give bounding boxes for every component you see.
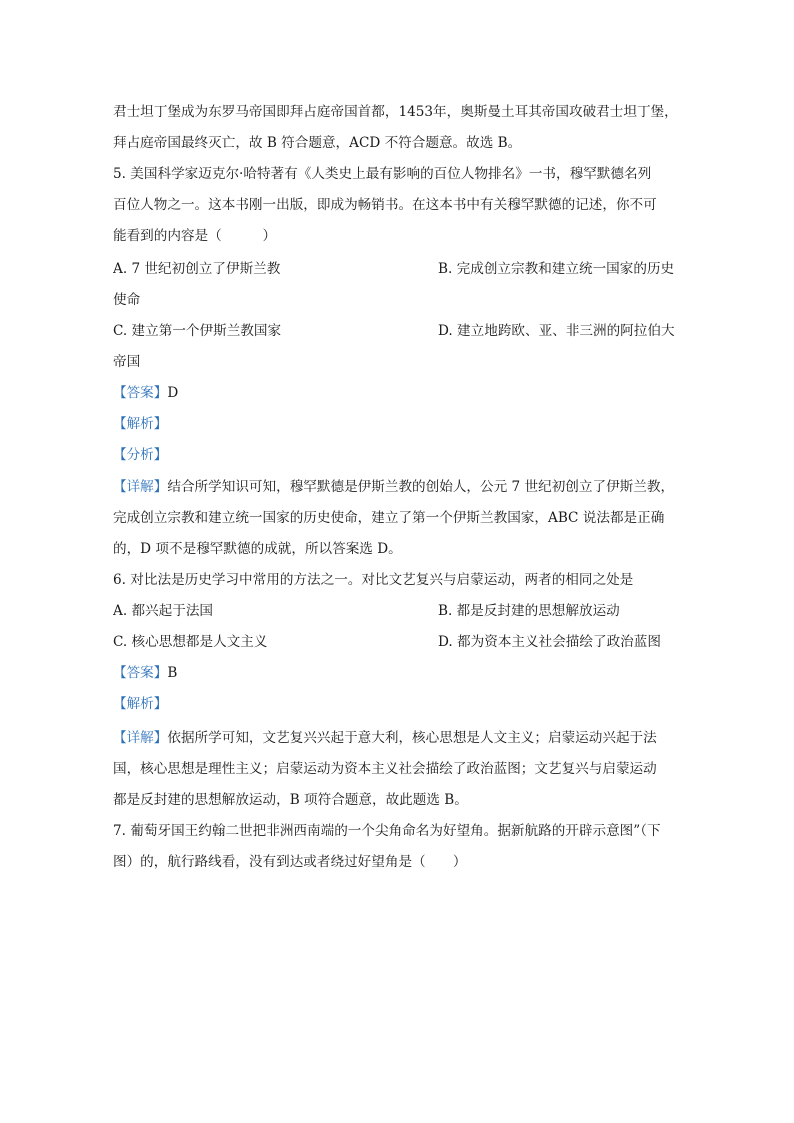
q5-stem-line-1: 5. 美国科学家迈克尔·哈特著有《人类史上最有影响的百位人物排名》一书，穆罕默德名列 [113,166,652,182]
q5-option-a: A. 7 世纪初创立了伊斯兰教 [113,261,281,277]
q5-stem-line-3: 能看到的内容是（ ） [113,228,277,244]
detail-text: 依据所学可知，文艺复兴兴起于意大利，核心思想是人文主义；启蒙运动兴起于法 [167,730,657,746]
q5-option-b-cont: 使命 [113,292,141,308]
q5-analysis-tag: 【解析】 [113,416,168,432]
q5-detail-line-3: 的，D 项不是穆罕默德的成就，所以答案选 D。 [113,541,402,557]
detail-text: 结合所学知识可知，穆罕默德是伊斯兰教的创始人，公元 7 世纪初创立了伊斯兰教， [167,479,675,495]
q7-stem-line-1: 7. 葡萄牙国王约翰二世把非洲西南端的一个尖角命名为好望角。据新航路的开辟示意图”（下 [113,823,661,839]
q6-option-b: B. 都是反封建的思想解放运动 [438,603,620,619]
q7-stem-line-2: 图）的，航行路线看，没有到达或者绕过好望角是（ ） [113,854,467,870]
q5-option-b: B. 完成创立宗教和建立统一国家的历史 [438,261,675,277]
q6-detail-line-3: 都是反封建的思想解放运动，B 项符合题意，故此题选 B。 [113,792,468,808]
q6-option-d: D. 都为资本主义社会描绘了政治蓝图 [438,634,661,650]
q5-answer [113,382,688,404]
intro-line-1: 君士坦丁堡成为东罗马帝国即拜占庭帝国首都，1453年，奥斯曼土耳其帝国攻破君士坦丁堡， [113,104,678,120]
q6-option-a: A. 都兴起于法国 [113,603,214,619]
detail-tag: 【详解】 [113,479,168,495]
detail-tag: 【详解】 [113,730,168,746]
q5-fenxi-tag: 【分析】 [113,447,168,463]
q5-option-c: C. 建立第一个伊斯兰教国家 [113,323,282,339]
answer-value: D [167,385,179,401]
q5-option-d: D. 建立地跨欧、亚、非三洲的阿拉伯大 [438,323,675,339]
q6-answer [113,662,688,684]
answer-tag: 【答案】 [113,385,168,401]
q6-option-c: C. 核心思想都是人文主义 [113,634,268,650]
answer-value: B [167,665,178,681]
intro-line-2: 拜占庭帝国最终灭亡，故 B 符合题意，ACD 不符合题意。故选 B。 [113,135,522,151]
q6-analysis-tag: 【解析】 [113,696,168,712]
q5-stem-line-2: 百位人物之一。这本书刚一出版，即成为畅销书。在这本书中有关穆罕默德的记述，你不可 [113,197,657,213]
q6-stem: 6. 对比法是历史学习中常用的方法之一。对比文艺复兴与启蒙运动，两者的相同之处是 [113,572,634,588]
q6-detail-line-1 [113,727,688,749]
answer-tag: 【答案】 [113,665,168,681]
q5-detail-line-1 [113,476,688,498]
q6-detail-line-2: 国，核心思想是理性主义；启蒙运动为资本主义社会描绘了政治蓝图；文艺复兴与启蒙运动 [113,761,657,777]
q5-option-d-cont: 帝国 [113,354,141,370]
q5-detail-line-2: 完成创立宗教和建立统一国家的历史使命，建立了第一个伊斯兰教国家，ABC 说法都是正确 [113,510,665,526]
